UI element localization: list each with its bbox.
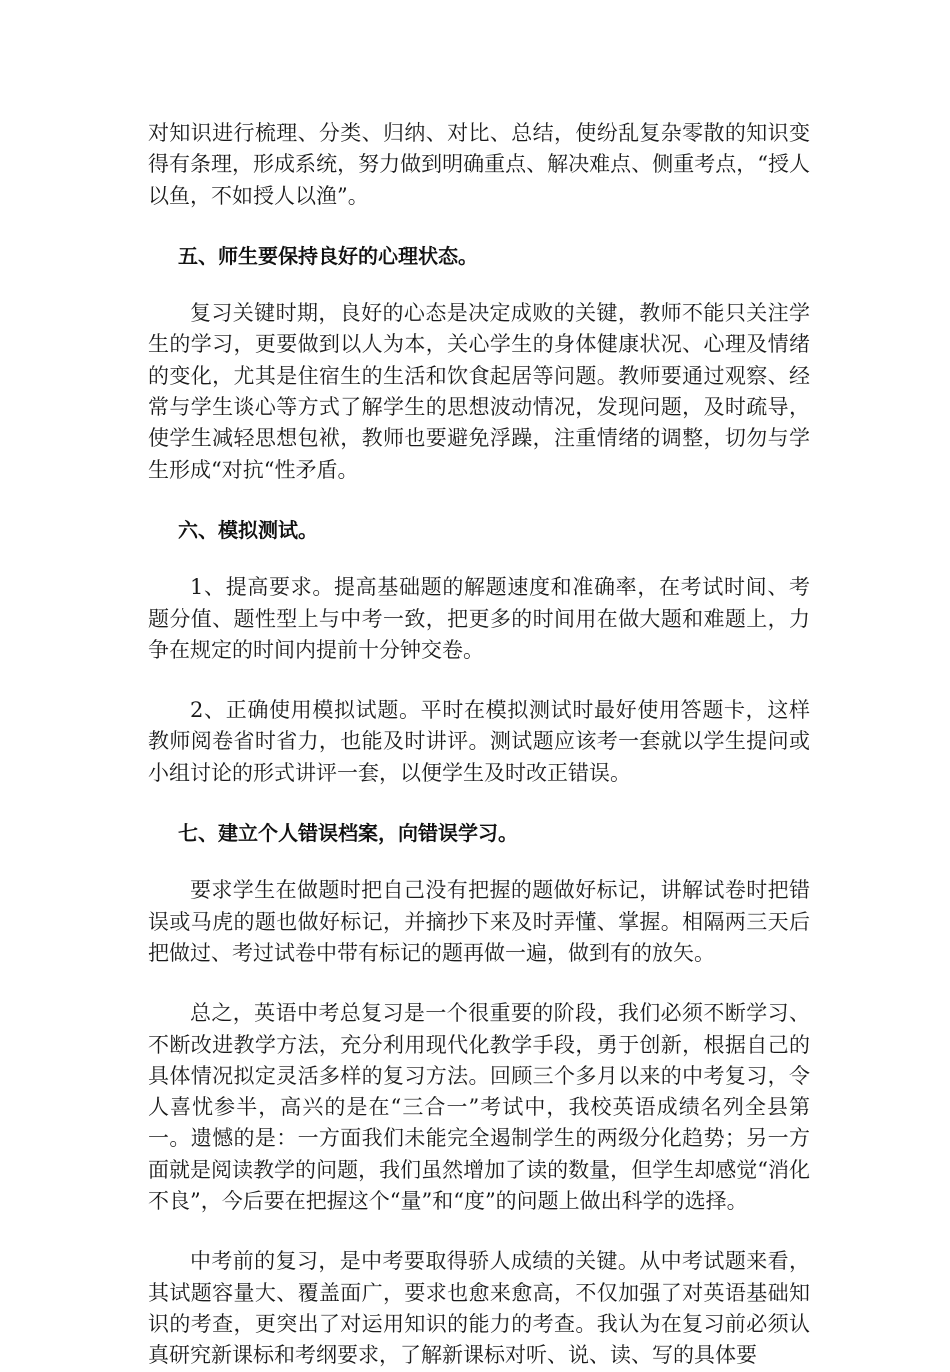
paragraph-error-archive: 要求学生在做题时把自己没有把握的题做好标记，讲解试卷时把错误或马虎的题也做好标记，并摘抄下来及时弄懂、掌握。相隔两三天后把做过、考过试卷中带有标记的题再做一遍，做到有的放矢。 — [148, 878, 810, 965]
heading-section-7: 七、建立个人错误档案，向错误学习。 — [178, 821, 518, 846]
paragraph-exam-review: 中考前的复习，是中考要取得骄人成绩的关键。从中考试题来看，其试题容量大、覆盖面广，要求也愈来愈高，不仅加强了对英语基础知识的考查，更突出了对运用知识的能力的考查。我认为在复习前必须认真研究新课标和考纲要求，了解新课标对听、说、读、写的具体要 — [148, 1249, 810, 1368]
heading-section-6: 六、模拟测试。 — [178, 517, 318, 542]
paragraph-knowledge-organization: 对知识进行梳理、分类、归纳、对比、总结，使纷乱复杂零散的知识变得有条理，形成系统，努力做到明确重点、解决难点、侧重考点，“授人以鱼，不如授人以渔”。 — [148, 121, 810, 208]
paragraph-raise-requirements: 1、提高要求。提高基础题的解题速度和准确率，在考试时间、考题分值、题性型上与中考一致，把更多的时间用在做大题和难题上，力争在规定的时间内提前十分钟交卷。 — [148, 575, 810, 662]
paragraph-mental-state: 复习关键时期，良好的心态是决定成败的关键，教师不能只关注学生的学习，更要做到以人为本，关心学生的身体健康状况、心理及情绪的变化，尤其是住宿生的生活和饮食起居等问题。教师要通过观察、经常与学生谈心等方式了解学生的思想波动情况，发现问题，及时疏导，使学生减轻思想包袱，教师也要避免浮躁，注重情绪的调整，切勿与学生形成“对抗“性矛盾。 — [148, 301, 810, 482]
paragraph-use-mock-tests: 2、正确使用模拟试题。平时在模拟测试时最好使用答题卡，这样教师阅卷省时省力，也能及时讲评。测试题应该考一套就以学生提问或小组讨论的形式讲评一套，以便学生及时改正错误。 — [148, 698, 810, 785]
paragraph-summary: 总之，英语中考总复习是一个很重要的阶段，我们必须不断学习、不断改进教学方法，充分利用现代化教学手段，勇于创新，根据自己的具体情况拟定灵活多样的复习方法。回顾三个多月以来的中考复习，令人喜忧参半，高兴的是在“三合一”考试中，我校英语成绩名列全县第一。遗憾的是：一方面我们未能完全遏制学生的两级分化趋势；另一方面就是阅读教学的问题，我们虽然增加了读的数量，但学生却感觉“消化不良”，今后要在把握这个“量”和“度”的问题上做出科学的选择。 — [148, 1001, 810, 1214]
document-body — [148, 118, 810, 1372]
heading-section-5: 五、师生要保持良好的心理状态。 — [178, 243, 478, 268]
